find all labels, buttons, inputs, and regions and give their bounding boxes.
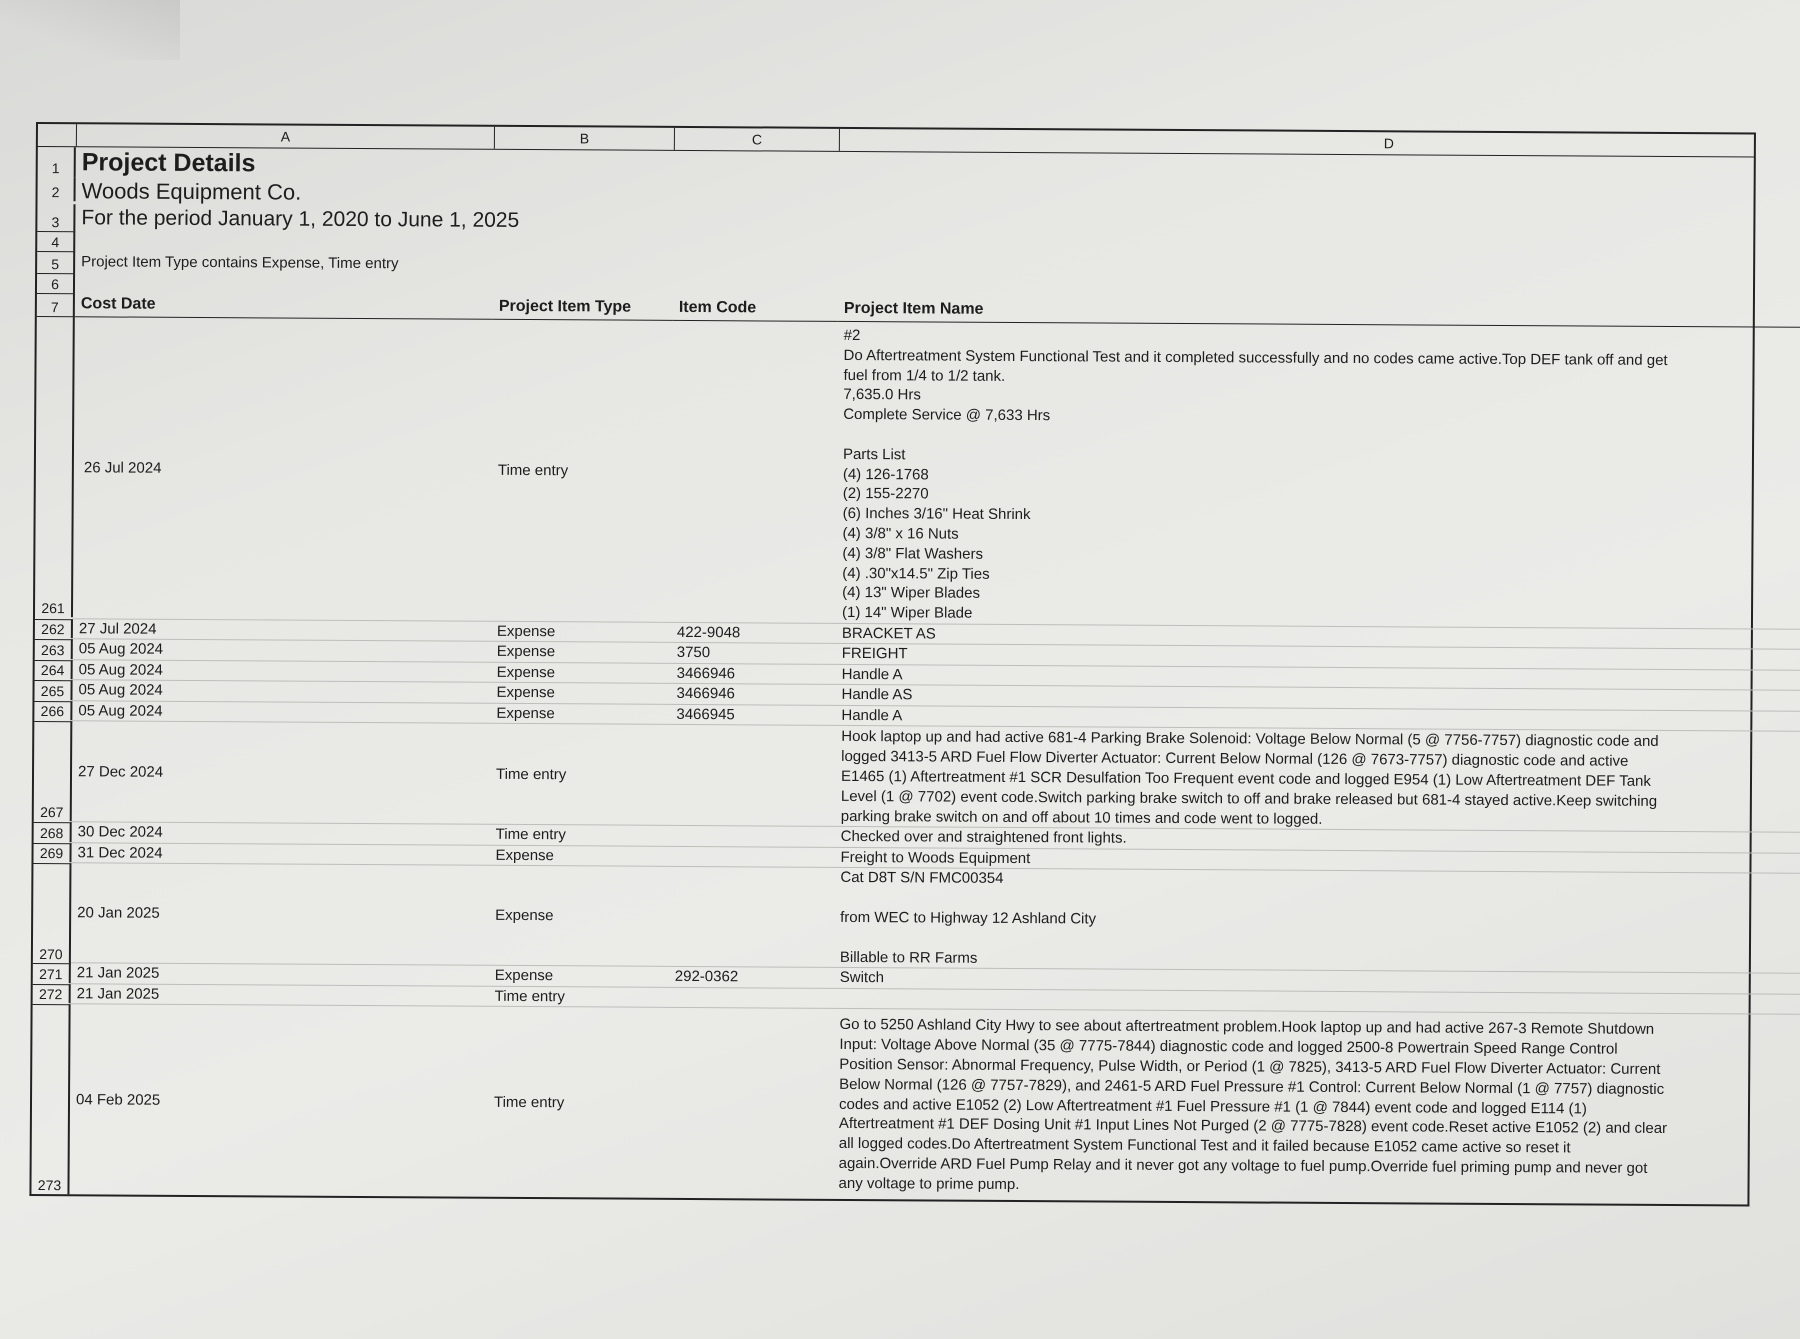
row-number: 263: [35, 639, 73, 659]
item-code-cell: 3466946: [670, 684, 835, 706]
row-number: 270: [33, 863, 72, 963]
item-name-cell: Go to 5250 Ashland City Hwy to see about aftertreatment problem.Hook laptop up and had active 267-3 Remote Shutdown Input: Voltage Above Normal (35 @ 7775-7844) diagnostic code and logged 2500-8 Powertrain Speed Range Control Position Sensor: Abnormal Frequency, Pulse Width, or Period (1 @ 7825), 3413-5 ARD Fuel Flow Diverter Actuator: Current Below Normal (126 @ 7757-7829), and 2461-5 ARD Fuel Pressure #1 Control: Current Below Normal (1 @ 7757) diagnostic codes and active E1052 (2) Low Aftertreatment #1 Fuel Pressure #1 (1 @ 7844) event code and logged E114 (1) Aftertreatment #1 DEF Dosing Unit #1 Input Lines Not Purged (2 @ 7775-7828) event code.Reset active E1052 (2) and clear all logged codes.Do Aftertreatment System Functional Test and it failed because E1052 came active so reset it again.Override ARD Fuel Pump Relay and it never got any voltage to fuel pump.Override fuel priming pump and never got any voltage to prime pump.: [838, 1016, 1668, 1193]
row-number: 273: [31, 1004, 70, 1194]
cost-date-cell: 26 Jul 2024: [73, 317, 493, 622]
cost-date-cell: 27 Jul 2024: [73, 619, 491, 642]
report-filter: Project Item Type contains Expense, Time entry: [81, 253, 399, 273]
item-name-cell: BRACKET AS: [836, 624, 1800, 651]
item-code-cell: 3466945: [670, 705, 835, 727]
item-type-cell: Expense: [490, 683, 670, 705]
cost-date-cell: 21 Jan 2025: [71, 984, 489, 1007]
row-number: 3: [37, 204, 75, 231]
column-header-d: D: [839, 129, 1800, 158]
row-number: 272: [33, 984, 71, 1004]
item-type-cell: Expense: [489, 966, 669, 988]
item-type-cell: Time entry: [493, 1093, 565, 1111]
item-code-cell: [669, 867, 835, 968]
row-number: 261: [35, 317, 75, 617]
item-name-cell: Handle A: [836, 665, 1800, 692]
cost-date-cell: 05 Aug 2024: [72, 701, 490, 724]
item-code-cell: 3466946: [671, 664, 836, 686]
report-title: Project Details: [81, 148, 256, 178]
item-type-cell: Time entry: [490, 724, 671, 826]
item-name-cell: Handle A: [835, 706, 1800, 733]
corner-cell: [38, 124, 76, 146]
item-code-cell: [670, 725, 836, 827]
header-cost-date: Cost Date: [75, 293, 493, 320]
item-code-cell: 422-9048: [671, 623, 836, 645]
item-code-cell: [669, 988, 834, 1010]
item-type-cell: Expense: [489, 846, 669, 868]
item-name-cell: Handle AS: [835, 685, 1800, 712]
row-number: 4: [37, 231, 75, 251]
row-number: 1: [38, 147, 76, 177]
item-type-cell: Expense: [490, 704, 670, 726]
row-number: 264: [35, 660, 73, 680]
item-code-cell: 292-0362: [669, 967, 834, 989]
cost-date-cell: 20 Jan 2025: [71, 864, 490, 967]
report-period: For the period January 1, 2020 to June 1, 2025: [81, 206, 520, 232]
row-number: 7: [37, 293, 75, 317]
cost-date-cell: 27 Dec 2024: [72, 722, 491, 826]
item-name-cell: Cat D8T S/N FMC00354 from WEC to Highway 12 Ashland City Billable to RR Farms: [834, 868, 1800, 975]
row-number: 2: [38, 177, 76, 201]
spreadsheet-printout: [29, 122, 1756, 1207]
item-code-cell: [670, 826, 835, 848]
row-number: 271: [33, 963, 71, 983]
sheet-body: [29, 147, 1755, 1207]
item-name-cell: #2 Do Aftertreatment System Functional Test and it completed successfully and no codes came active.Top DEF tank off and get fuel from 1/4 to 1/2 tank. 7,635.0 Hrs Complete Service @ 7,633 Hrs Parts List (4) 126-1768 (2) 155-2270 (6) Inches 3/16" Heat Shrink (4) 3/8" x 16 Nuts (4) 3/8" Flat Washers (4) .30"x14.5" Zip Ties (4) 13" Wiper Blades (1) 14" Wiper Blade: [836, 322, 1800, 631]
cost-date-cell: 04 Feb 2025: [75, 1090, 161, 1109]
item-name-cell: Switch: [834, 968, 1800, 995]
row-number: 269: [33, 843, 71, 863]
cost-date-cell: 31 Dec 2024: [71, 843, 489, 866]
row-number: 265: [34, 680, 72, 700]
item-code-cell: [669, 847, 834, 869]
row-number: 268: [34, 822, 72, 842]
item-code-cell: [671, 321, 838, 624]
item-type-cell: Time entry: [490, 825, 670, 847]
row-number: 262: [35, 619, 73, 639]
item-type-cell: Expense: [491, 642, 671, 664]
column-header-b: B: [494, 127, 674, 150]
column-header-a: A: [76, 124, 494, 149]
header-item-name: Project Item Name: [838, 298, 1800, 329]
row-number: 267: [34, 721, 73, 821]
header-item-code: Item Code: [673, 297, 838, 322]
company-name: Woods Equipment Co.: [81, 178, 302, 205]
item-name-cell: FREIGHT: [836, 644, 1800, 671]
row-number: 5: [37, 251, 75, 273]
cost-date-cell: 05 Aug 2024: [72, 681, 490, 704]
item-name-cell: Freight to Woods Equipment: [834, 848, 1800, 875]
item-code-cell: 3750: [671, 643, 836, 665]
cost-date-cell: 05 Aug 2024: [73, 640, 491, 663]
item-code-cell: [667, 1008, 833, 1199]
item-name-cell: Checked over and straightened front lights.: [835, 827, 1800, 854]
item-type-cell: Expense: [491, 663, 671, 685]
cost-date-cell: 05 Aug 2024: [73, 660, 491, 683]
item-type-cell: Expense: [489, 866, 670, 967]
column-header-c: C: [674, 128, 839, 151]
row-number: 6: [37, 273, 75, 293]
item-type-cell: Time entry: [491, 320, 673, 623]
cost-date-cell: 21 Jan 2025: [71, 964, 489, 987]
header-item-type: Project Item Type: [493, 296, 673, 321]
row-number: 266: [34, 701, 72, 721]
cost-date-cell: 30 Dec 2024: [72, 823, 490, 846]
item-type-cell: Time entry: [489, 987, 669, 1009]
item-type-cell: Expense: [491, 622, 671, 644]
item-name-cell: Hook laptop up and had active 681-4 Parking Brake Solenoid: Voltage Below Normal (5 @ 7756-7757) diagnostic code and logged 3413-5 ARD Fuel Flow Diverter Actuator: Current Below Normal (126 @ 7673-7757) diagnostic code and active E1465 (1) Aftertreatment #1 SCR Desulfation Too Frequent event code and logged E954 (1) Low Aftertreatment DEF Tank Level (1 @ 7702) event code.Switch parking brake switch to off and brake released but 681-4 stayed active.Keep switching parking brake switch on and off about 10 times and code went to logged.: [835, 726, 1800, 834]
